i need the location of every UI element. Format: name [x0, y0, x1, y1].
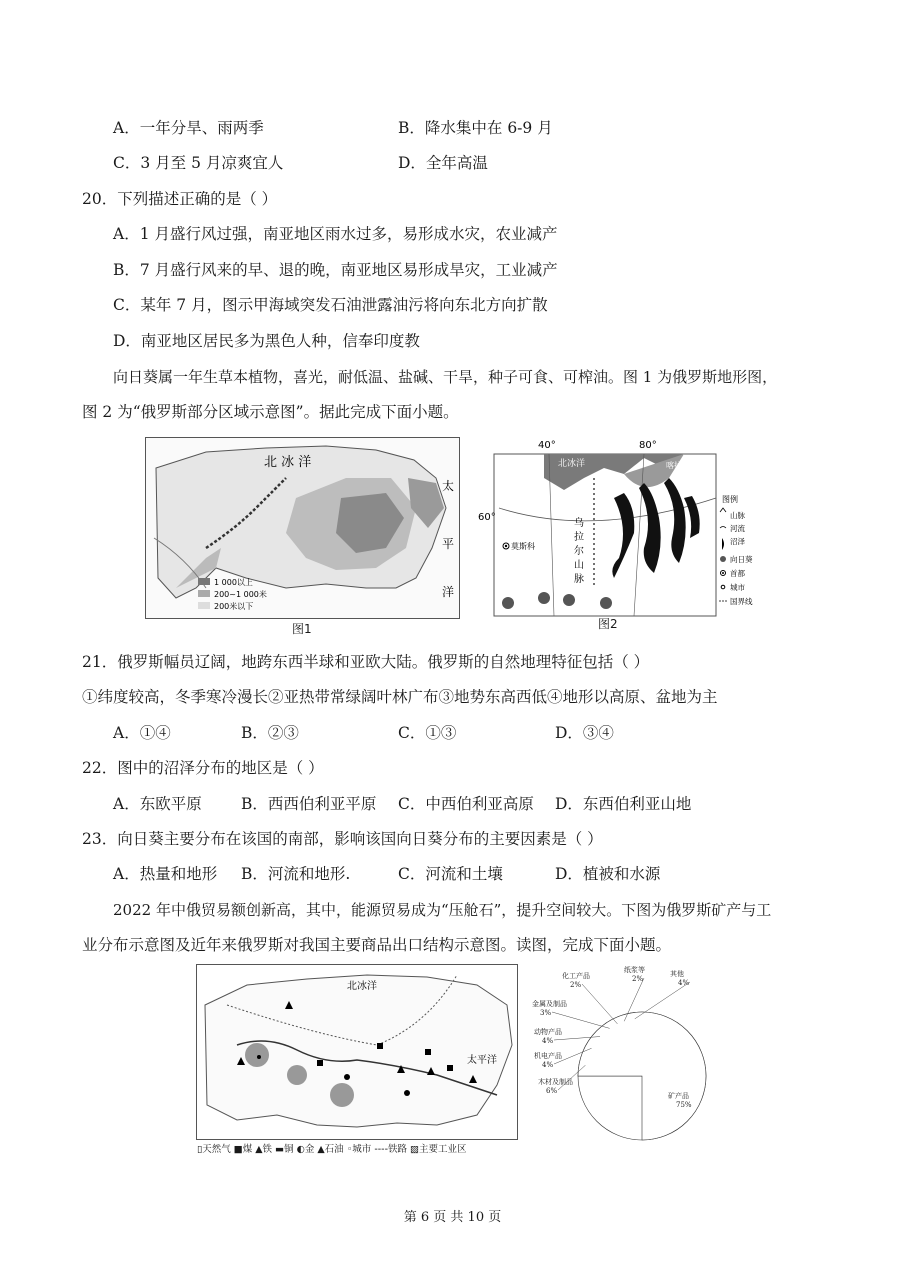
q23-option-b: B．河流和地形. [241, 865, 351, 883]
figure3-svg [197, 965, 517, 1139]
figure2-lon2: 80° [639, 440, 657, 451]
figure2-legend-label: 首都 [730, 569, 745, 578]
passage2-line2: 业分布示意图及近年来俄罗斯对我国主要商品出口结构示意图。读图，完成下面小题。 [82, 936, 672, 954]
q19-option-a: A．一年分旱、雨两季 [113, 119, 264, 137]
passage1-line2: 图 2 为“俄罗斯部分区域示意图”。据此完成下面小题。 [82, 403, 459, 421]
figure1-caption: 图1 [292, 622, 312, 636]
pie-label-1: 6% [546, 1087, 558, 1095]
passage1-line1: 向日葵属一年生草本植物，喜光，耐低温、盐碱、干旱，种子可食、可榨油。图 1 为俄罗斯地形图， [113, 368, 778, 386]
q22-stem: 22．图中的沼泽分布的地区是（ ） [82, 759, 324, 777]
figure1-legend-swatch [198, 590, 210, 597]
q19-option-d: D．全年高温 [398, 154, 488, 172]
q22-option-a: A．东欧平原 [113, 795, 202, 813]
q22-option-c: C．中西伯利亚高原 [398, 795, 534, 813]
q21-option-c: C．①③ [398, 724, 457, 742]
pie-leader-4 [552, 1012, 610, 1028]
q20-option-c: C．某年 7 月，图示甲海域突发石油泄露油污将向东北方向扩散 [113, 296, 548, 314]
q22-option-b: B．西西伯利亚平原 [241, 795, 377, 813]
q19-option-c: C．3 月至 5 月凉爽宜人 [113, 154, 284, 172]
figure2-arctic-label: 北冰洋 [558, 459, 586, 469]
figure2-caption: 图2 [598, 617, 618, 631]
sunflower-icon [563, 594, 575, 606]
q21-option-a: A．①④ [113, 724, 171, 742]
figure2-capital-label: 莫斯科 [511, 542, 535, 551]
pie-label-6: 纸浆等 [624, 966, 645, 974]
figure2-mountain-char: 山 [574, 560, 584, 571]
figure2-swamp [684, 496, 700, 538]
figure1-terrain-map [145, 437, 460, 619]
figure3-arctic-label: 北冰洋 [347, 981, 377, 992]
sunflower-icon [538, 592, 550, 604]
q20-option-a: A．1 月盛行风过强，南亚地区雨水过多，易形成水灾，农业减产 [113, 225, 558, 243]
figure1-pacific-char: 平 [442, 537, 455, 551]
figure1-legend-label: 200~1 000米 [214, 590, 267, 599]
figure3-pacific-label: 太平洋 [467, 1055, 497, 1066]
pie-label-7: 4% [678, 979, 690, 987]
page-footer: 第 6 页 共 10 页 [403, 1210, 502, 1225]
figure2-swamp [664, 478, 686, 563]
q20-option-d: D．南亚地区居民多为黑色人种，信奉印度教 [113, 332, 420, 350]
figure2-swamp [639, 483, 661, 573]
figure2-swamp [612, 493, 634, 578]
q22-option-d: D．东西伯利亚山地 [555, 795, 692, 813]
figure1-pacific-char: 太 [442, 479, 455, 493]
q23-option-d: D．植被和水源 [555, 865, 661, 883]
figure1-pacific-char: 洋 [442, 585, 455, 599]
figure1-legend-swatch [198, 602, 210, 609]
sunflower-icon [600, 597, 612, 609]
figure2-lat: 60° [478, 512, 496, 523]
figure2-karasea-label: 喀拉海 [666, 461, 690, 470]
figure1-legend-swatch [198, 578, 210, 585]
figure2-mountain-char: 尔 [574, 546, 584, 557]
figure2-legend-label: 山脉 [730, 511, 745, 520]
pie-label-6: 2% [632, 975, 644, 983]
q20-option-b: B．7 月盛行风来的早、退的晚，南亚地区易形成旱灾，工业减产 [113, 261, 558, 279]
figure2-mountain-char: 乌 [574, 518, 584, 529]
q20-stem: 20．下列描述正确的是（ ） [82, 190, 278, 208]
pie-label-4: 金属及制品 [532, 1000, 567, 1008]
q23-option-c: C．河流和土壤 [398, 865, 503, 883]
figure2-legend-label: 沼泽 [730, 537, 745, 546]
pie-label-7: 其他 [670, 970, 684, 978]
pie-leader-7 [635, 982, 690, 1019]
figure2-lon1: 40° [538, 440, 556, 451]
pie-label-5: 2% [570, 981, 582, 989]
figure3-mineral-industry-map [196, 964, 518, 1140]
pie-label-0: 75% [676, 1101, 692, 1109]
pie-label-2: 机电产品 [534, 1052, 562, 1060]
figure2-legend-label: 城市 [730, 583, 745, 592]
sunflower-icon [502, 597, 514, 609]
pie-label-4: 3% [540, 1009, 552, 1017]
figure2-legend-title: 图例 [722, 495, 738, 504]
q21-items: ①纬度较高，冬季寒冷漫长②亚热带常绿阔叶林广布③地势东高西低④地形以高原、盆地为主 [82, 688, 718, 706]
figure2-svg [478, 438, 759, 616]
pie-label-1: 木材及制品 [538, 1078, 573, 1086]
figure2-mountain-char: 脉 [574, 574, 584, 585]
q21-option-b: B．②③ [241, 724, 299, 742]
figure1-legend-label: 200米以下 [214, 602, 254, 611]
export-structure-pie-chart [520, 966, 720, 1141]
figure1-arctic-label: 北 冰 洋 [264, 455, 312, 470]
pie-leader-5 [582, 984, 617, 1024]
pie-label-5: 化工产品 [562, 972, 590, 980]
pie-label-3: 4% [542, 1037, 554, 1045]
passage2-line1: 2022 年中俄贸易额创新高，其中，能源贸易成为“压舱石”，提升空间较大。下图为俄罗斯矿产与工 [113, 901, 772, 919]
q19-option-b: B．降水集中在 6-9 月 [398, 119, 553, 137]
pie-label-3: 动物产品 [534, 1028, 562, 1036]
pie-svg [520, 966, 720, 1141]
pie-label-2: 4% [542, 1061, 554, 1069]
figure2-legend-label: 向日葵 [730, 555, 753, 564]
figure2-legend-label: 河流 [730, 524, 745, 533]
figure2-region-map [478, 438, 759, 616]
figure1-svg [146, 438, 459, 618]
q21-option-d: D．③④ [555, 724, 614, 742]
figure3-legend: ▯天然气 ■煤 ▲铁 ▬铜 ◐金 ▲石油 ◦城市 ----铁路 ▨主要工业区 [197, 1144, 467, 1155]
q23-stem: 23．向日葵主要分布在该国的南部，影响该国向日葵分布的主要因素是（ ） [82, 830, 603, 848]
figure2-mountain-char: 拉 [574, 532, 584, 543]
q21-stem: 21．俄罗斯幅员辽阔，地跨东西半球和亚欧大陆。俄罗斯的自然地理特征包括（ ） [82, 653, 650, 671]
pie-label-0: 矿产品 [668, 1092, 689, 1100]
figure2-legend-label: 国界线 [730, 597, 753, 606]
q23-option-a: A．热量和地形 [113, 865, 218, 883]
figure1-legend-label: 1 000以上 [214, 578, 253, 587]
